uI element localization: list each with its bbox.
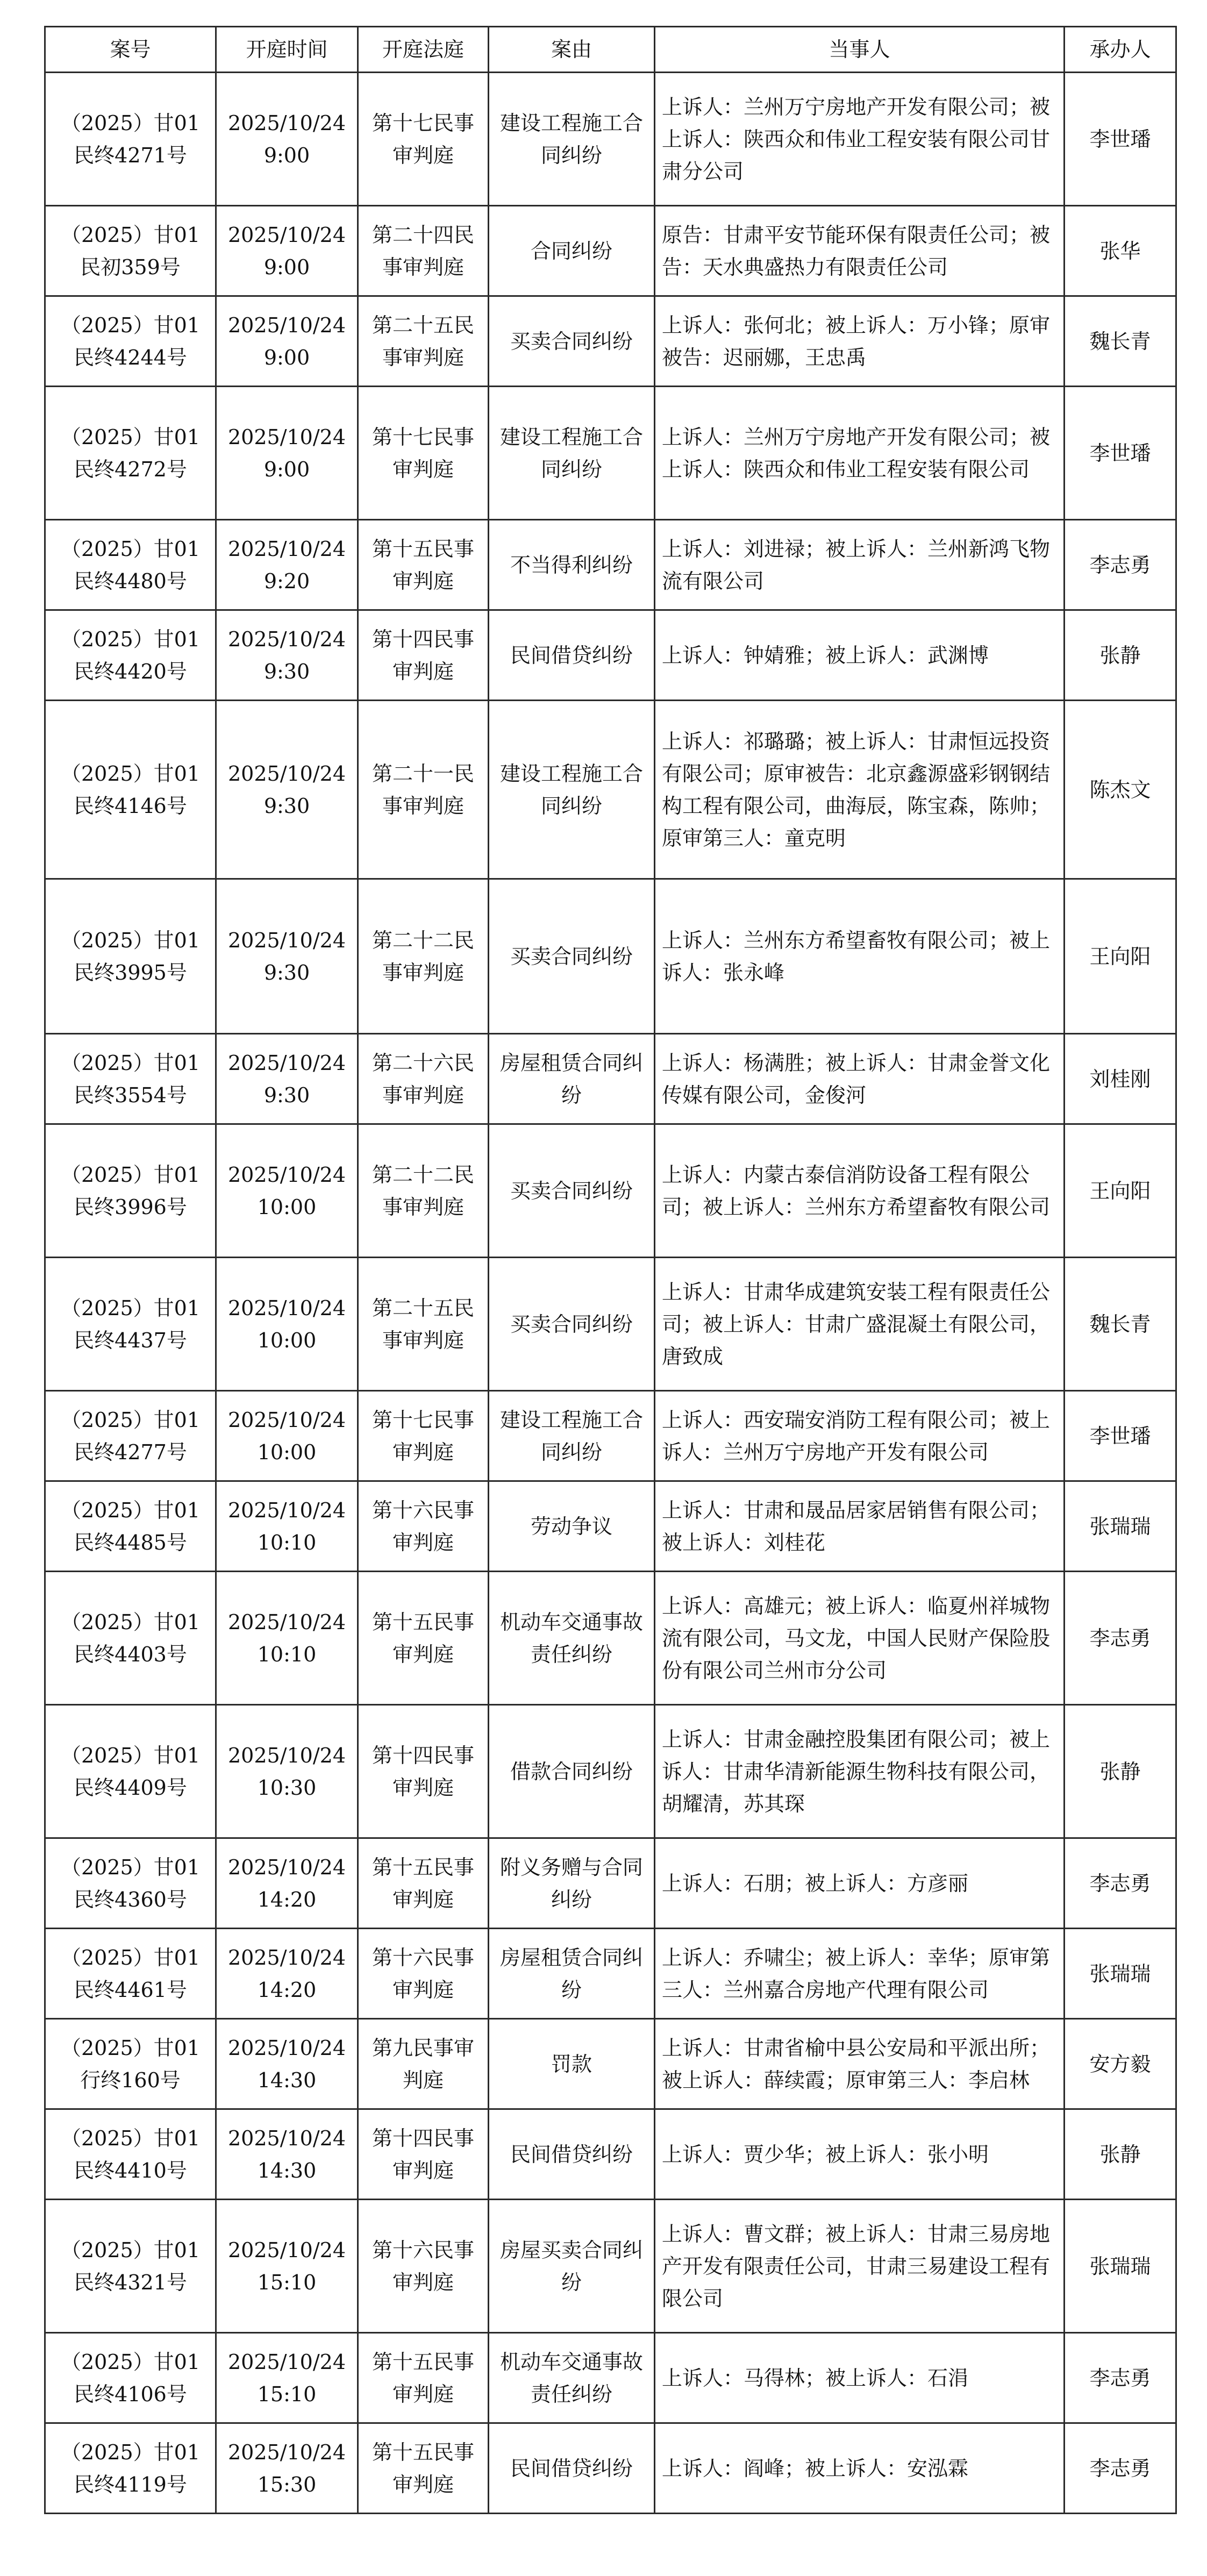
header-judge: 承办人 [1065,27,1176,73]
hearing-time-cell: 2025/10/24 10:00 [216,1391,358,1481]
parties-cell: 上诉人：高雄元；被上诉人：临夏州祥城物流有限公司，马文龙，中国人民财产保险股份有限公司兰州市分公司 [655,1572,1065,1705]
parties-cell: 上诉人：甘肃和晟品居家居销售有限公司；被上诉人：刘桂花 [655,1481,1065,1572]
header-cause: 案由 [489,27,655,73]
courtroom-cell: 第十六民事审判庭 [358,1481,489,1572]
case-number-cell: （2025）甘01民终4146号 [45,701,216,879]
parties-cell: 上诉人：甘肃华成建筑安装工程有限责任公司；被上诉人：甘肃广盛混凝土有限公司，唐致成 [655,1258,1065,1391]
parties-cell: 上诉人：钟婧雅；被上诉人：武渊博 [655,610,1065,701]
cause-cell: 建设工程施工合同纠纷 [489,1391,655,1481]
cause-cell: 房屋租赁合同纠纷 [489,1929,655,2019]
judge-cell: 李志勇 [1065,1838,1176,1929]
judge-cell: 李志勇 [1065,2333,1176,2423]
hearing-time-cell: 2025/10/24 9:30 [216,879,358,1034]
parties-cell: 上诉人：杨满胜；被上诉人：甘肃金誉文化传媒有限公司，金俊河 [655,1034,1065,1124]
hearing-time-cell: 2025/10/24 14:30 [216,2109,358,2200]
cause-cell: 房屋租赁合同纠纷 [489,1034,655,1124]
header-row [45,27,1176,73]
judge-cell: 李志勇 [1065,520,1176,610]
courtroom-cell: 第十六民事审判庭 [358,2200,489,2333]
case-number-cell: （2025）甘01民终3554号 [45,1034,216,1124]
courtroom-cell: 第十五民事审判庭 [358,1572,489,1705]
hearing-time-cell: 2025/10/24 10:00 [216,1258,358,1391]
courtroom-cell: 第十六民事审判庭 [358,1929,489,2019]
courtroom-cell: 第十四民事审判庭 [358,610,489,701]
courtroom-cell: 第十五民事审判庭 [358,520,489,610]
hearing-time-cell: 2025/10/24 14:20 [216,1838,358,1929]
parties-cell: 上诉人：石朋；被上诉人：方彦丽 [655,1838,1065,1929]
judge-cell: 张瑞瑞 [1065,2200,1176,2333]
courtroom-cell: 第十五民事审判庭 [358,1838,489,1929]
case-number-cell: （2025）甘01民终3996号 [45,1124,216,1258]
parties-cell: 上诉人：兰州万宁房地产开发有限公司；被上诉人：陕西众和伟业工程安装有限公司 [655,387,1065,520]
case-number-cell: （2025）甘01民终4271号 [45,73,216,206]
judge-cell: 张瑞瑞 [1065,1929,1176,2019]
cause-cell: 买卖合同纠纷 [489,296,655,387]
table-row [45,2423,1176,2514]
hearing-time-cell: 2025/10/24 15:30 [216,2423,358,2514]
case-number-cell: （2025）甘01民终4321号 [45,2200,216,2333]
hearing-time-cell: 2025/10/24 9:30 [216,701,358,879]
parties-cell: 上诉人：甘肃金融控股集团有限公司；被上诉人：甘肃华清新能源生物科技有限公司，胡耀清，苏其琛 [655,1705,1065,1838]
judge-cell: 张静 [1065,610,1176,701]
table-row [45,1391,1176,1481]
courtroom-cell: 第二十二民事审判庭 [358,879,489,1034]
cause-cell: 建设工程施工合同纠纷 [489,387,655,520]
hearing-time-cell: 2025/10/24 14:20 [216,1929,358,2019]
table-row [45,296,1176,387]
cause-cell: 罚款 [489,2019,655,2109]
parties-cell: 原告：甘肃平安节能环保有限责任公司；被告：天水典盛热力有限责任公司 [655,206,1065,296]
judge-cell: 李世璠 [1065,387,1176,520]
parties-cell: 上诉人：祁璐璐；被上诉人：甘肃恒远投资有限公司；原审被告：北京鑫源盛彩钢钢结构工程有限公司，曲海辰，陈宝森，陈帅；原审第三人：童克明 [655,701,1065,879]
header-parties: 当事人 [655,27,1065,73]
judge-cell: 刘桂刚 [1065,1034,1176,1124]
table-row [45,1929,1176,2019]
judge-cell: 李志勇 [1065,2423,1176,2514]
hearing-time-cell: 2025/10/24 14:30 [216,2019,358,2109]
cause-cell: 买卖合同纠纷 [489,1258,655,1391]
courtroom-cell: 第十五民事审判庭 [358,2333,489,2423]
hearing-time-cell: 2025/10/24 9:00 [216,206,358,296]
hearing-time-cell: 2025/10/24 9:30 [216,610,358,701]
case-number-cell: （2025）甘01民终4277号 [45,1391,216,1481]
header-case-no: 案号 [45,27,216,73]
hearing-time-cell: 2025/10/24 9:00 [216,296,358,387]
table-row [45,2109,1176,2200]
parties-cell: 上诉人：乔啸尘；被上诉人：幸华；原审第三人：兰州嘉合房地产代理有限公司 [655,1929,1065,2019]
judge-cell: 李世璠 [1065,73,1176,206]
judge-cell: 李世璠 [1065,1391,1176,1481]
cause-cell: 民间借贷纠纷 [489,2423,655,2514]
judge-cell: 陈杰文 [1065,701,1176,879]
judge-cell: 王向阳 [1065,879,1176,1034]
case-number-cell: （2025）甘01民初359号 [45,206,216,296]
courtroom-cell: 第二十一民事审判庭 [358,701,489,879]
hearing-time-cell: 2025/10/24 10:00 [216,1124,358,1258]
table-row [45,1124,1176,1258]
case-number-cell: （2025）甘01民终4420号 [45,610,216,701]
judge-cell: 张华 [1065,206,1176,296]
table-row [45,2333,1176,2423]
hearing-time-cell: 2025/10/24 15:10 [216,2200,358,2333]
table-row [45,520,1176,610]
courtroom-cell: 第十四民事审判庭 [358,1705,489,1838]
judge-cell: 张静 [1065,1705,1176,1838]
cause-cell: 房屋买卖合同纠纷 [489,2200,655,2333]
courtroom-cell: 第十五民事审判庭 [358,2423,489,2514]
cause-cell: 民间借贷纠纷 [489,2109,655,2200]
courtroom-cell: 第二十五民事审判庭 [358,1258,489,1391]
parties-cell: 上诉人：马得林；被上诉人：石涓 [655,2333,1065,2423]
judge-cell: 李志勇 [1065,1572,1176,1705]
hearing-time-cell: 2025/10/24 10:10 [216,1572,358,1705]
parties-cell: 上诉人：刘进禄；被上诉人：兰州新鸿飞物流有限公司 [655,520,1065,610]
case-number-cell: （2025）甘01民终4480号 [45,520,216,610]
table-row [45,2019,1176,2109]
case-number-cell: （2025）甘01民终4403号 [45,1572,216,1705]
table-row [45,1258,1176,1391]
courtroom-cell: 第二十四民事审判庭 [358,206,489,296]
cause-cell: 买卖合同纠纷 [489,879,655,1034]
parties-cell: 上诉人：西安瑞安消防工程有限公司；被上诉人：兰州万宁房地产开发有限公司 [655,1391,1065,1481]
courtroom-cell: 第二十六民事审判庭 [358,1034,489,1124]
parties-cell: 上诉人：兰州东方希望畜牧有限公司；被上诉人：张永峰 [655,879,1065,1034]
courtroom-cell: 第二十五民事审判庭 [358,296,489,387]
parties-cell: 上诉人：甘肃省榆中县公安局和平派出所；被上诉人：薛续霞；原审第三人：李启林 [655,2019,1065,2109]
judge-cell: 张瑞瑞 [1065,1481,1176,1572]
courtroom-cell: 第十七民事审判庭 [358,73,489,206]
case-number-cell: （2025）甘01民终4437号 [45,1258,216,1391]
courtroom-cell: 第九民事审判庭 [358,2019,489,2109]
parties-cell: 上诉人：曹文群；被上诉人：甘肃三易房地产开发有限责任公司，甘肃三易建设工程有限公司 [655,2200,1065,2333]
hearing-time-cell: 2025/10/24 9:00 [216,73,358,206]
cause-cell: 附义务赠与合同纠纷 [489,1838,655,1929]
table-row [45,1481,1176,1572]
courtroom-cell: 第十七民事审判庭 [358,1391,489,1481]
header-courtroom: 开庭法庭 [358,27,489,73]
table-row [45,1838,1176,1929]
case-number-cell: （2025）甘01民终4461号 [45,1929,216,2019]
case-number-cell: （2025）甘01民终4410号 [45,2109,216,2200]
judge-cell: 魏长青 [1065,1258,1176,1391]
courtroom-cell: 第十四民事审判庭 [358,2109,489,2200]
hearing-time-cell: 2025/10/24 9:20 [216,520,358,610]
parties-cell: 上诉人：阎峰；被上诉人：安泓霖 [655,2423,1065,2514]
courtroom-cell: 第十七民事审判庭 [358,387,489,520]
table-row [45,1705,1176,1838]
cause-cell: 机动车交通事故责任纠纷 [489,1572,655,1705]
table-row [45,1572,1176,1705]
judge-cell: 王向阳 [1065,1124,1176,1258]
case-number-cell: （2025）甘01民终4409号 [45,1705,216,1838]
cause-cell: 建设工程施工合同纠纷 [489,701,655,879]
cause-cell: 劳动争议 [489,1481,655,1572]
judge-cell: 魏长青 [1065,296,1176,387]
case-number-cell: （2025）甘01民终4244号 [45,296,216,387]
cause-cell: 合同纠纷 [489,206,655,296]
case-number-cell: （2025）甘01行终160号 [45,2019,216,2109]
table-row [45,610,1176,701]
cause-cell: 民间借贷纠纷 [489,610,655,701]
judge-cell: 安方毅 [1065,2019,1176,2109]
hearing-time-cell: 2025/10/24 9:00 [216,387,358,520]
case-number-cell: （2025）甘01民终4485号 [45,1481,216,1572]
case-number-cell: （2025）甘01民终4272号 [45,387,216,520]
hearing-time-cell: 2025/10/24 15:10 [216,2333,358,2423]
header-hearing-time: 开庭时间 [216,27,358,73]
hearing-schedule-table [44,26,1177,2514]
cause-cell: 建设工程施工合同纠纷 [489,73,655,206]
case-number-cell: （2025）甘01民终4106号 [45,2333,216,2423]
cause-cell: 机动车交通事故责任纠纷 [489,2333,655,2423]
case-number-cell: （2025）甘01民终4119号 [45,2423,216,2514]
table-row [45,1034,1176,1124]
table-row [45,387,1176,520]
hearing-time-cell: 2025/10/24 10:10 [216,1481,358,1572]
hearing-time-cell: 2025/10/24 10:30 [216,1705,358,1838]
table-row [45,2200,1176,2333]
cause-cell: 不当得利纠纷 [489,520,655,610]
parties-cell: 上诉人：内蒙古泰信消防设备工程有限公司；被上诉人：兰州东方希望畜牧有限公司 [655,1124,1065,1258]
table-row [45,701,1176,879]
cause-cell: 借款合同纠纷 [489,1705,655,1838]
table-row [45,73,1176,206]
hearing-time-cell: 2025/10/24 9:30 [216,1034,358,1124]
parties-cell: 上诉人：贾少华；被上诉人：张小明 [655,2109,1065,2200]
cause-cell: 买卖合同纠纷 [489,1124,655,1258]
parties-cell: 上诉人：兰州万宁房地产开发有限公司；被上诉人：陕西众和伟业工程安装有限公司甘肃分公司 [655,73,1065,206]
parties-cell: 上诉人：张何北；被上诉人：万小锋；原审被告：迟丽娜，王忠禹 [655,296,1065,387]
case-number-cell: （2025）甘01民终3995号 [45,879,216,1034]
case-number-cell: （2025）甘01民终4360号 [45,1838,216,1929]
courtroom-cell: 第二十二民事审判庭 [358,1124,489,1258]
table-row [45,879,1176,1034]
judge-cell: 张静 [1065,2109,1176,2200]
table-row [45,206,1176,296]
